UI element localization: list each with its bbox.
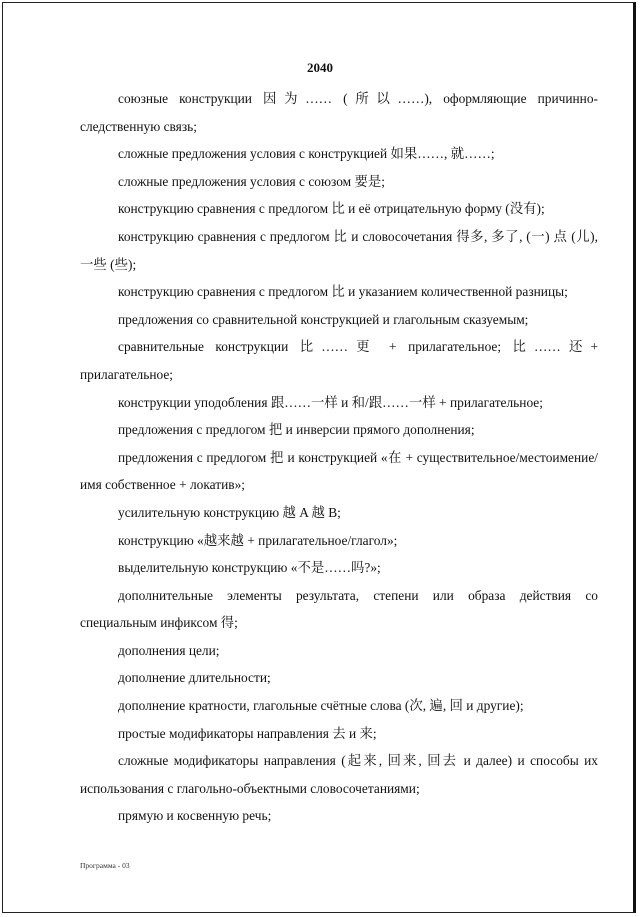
paragraph-8: сравнительные конструкции 比……更 + прилагательное; 比……还+ прилагательное;: [80, 339, 598, 382]
paragraph-9: конструкции уподобления 跟……一样 и 和/跟……一样 + прилагательное;: [118, 394, 543, 410]
paragraph-4: конструкцию сравнения с предлогом 比 и её отрицательную форму (没有);: [118, 201, 545, 217]
paragraph-21: прямую и косвенную речь;: [118, 808, 272, 824]
page-number: 2040: [307, 60, 333, 75]
document-body: [80, 85, 598, 830]
paragraph-10: предложения с предлогом 把 и инверсии прямого дополнения;: [118, 422, 475, 438]
paragraph-18: дополнение кратности, глагольные счётные слова (次, 遍, 回 и другие);: [118, 698, 524, 714]
paragraph-14: выделительную конструкцию «不是……吗?»;: [118, 560, 381, 576]
paragraph-5: конструкцию сравнения с предлогом 比 и словосочетания 得多, 多了, (一) 点 (儿), 一些 (些);: [80, 228, 598, 272]
paragraph-11: предложения с предлогом 把 и конструкцией «在 + существительное/местоимение/имя собственное + локатив»;: [80, 449, 598, 493]
paragraph-12: усилительную конструкцию 越 A 越 B;: [118, 504, 341, 520]
paragraph-6: конструкцию сравнения с предлогом 比 и указанием количественной разницы;: [118, 284, 568, 300]
paragraph-20: сложные модификаторы направления (起来, 回来, 回去 и далее) и способы их использования с глагольно-объектными словосочетаниями;: [80, 753, 598, 796]
paragraph-1: союзные конструкции 因为…… (所以……), оформляющие причинно-следственную связь;: [80, 91, 598, 134]
paragraph-16: дополнения цели;: [118, 642, 220, 658]
paragraph-2: сложные предложения условия с конструкцией 如果……, 就……;: [118, 146, 495, 162]
paragraph-7: предложения со сравнительной конструкцией и глагольным сказуемым;: [118, 311, 529, 327]
paragraph-3: сложные предложения условия с союзом 要是;: [118, 173, 385, 189]
paragraph-15: дополнительные элементы результата, степени или образа действия со специальным инфиксом 得;: [80, 587, 598, 631]
paragraph-13: конструкцию «越来越 + прилагательное/глагол»;: [118, 532, 398, 548]
page-footer: Программа - 03: [80, 861, 130, 870]
paragraph-19: простые модификаторы направления 去 и 来;: [118, 725, 377, 741]
paragraph-17: дополнение длительности;: [118, 670, 271, 686]
